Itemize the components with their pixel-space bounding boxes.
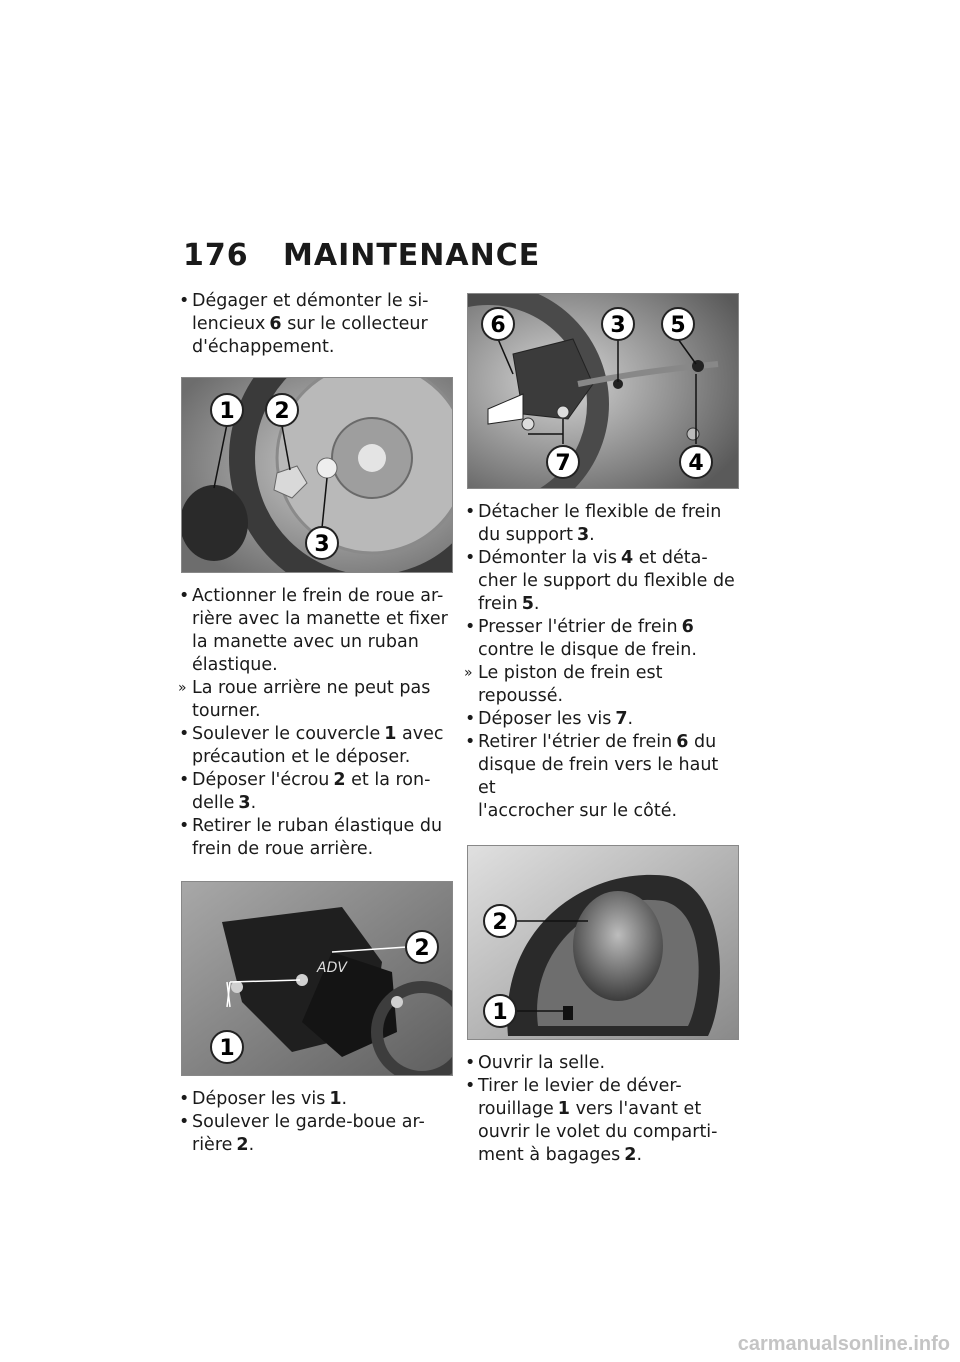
figure-brake-caliper <box>467 293 739 489</box>
step-remove-screws-1: • Déposer les vis 1. <box>181 1088 453 1111</box>
callout-6: 6 <box>490 313 506 338</box>
result-piston-pushed: » Le piston de frein est repoussé. <box>464 663 663 706</box>
callout-3: 3 <box>610 313 626 338</box>
figure-luggage-compartment <box>467 845 739 1040</box>
step-remove-screw-4: • Démonter la vis 4 et déta- cher le support du flexible de frein 5. <box>467 547 739 616</box>
page-number: 176 <box>183 238 249 273</box>
callout-1: 1 <box>219 1036 235 1061</box>
page-header <box>183 238 540 273</box>
callout-7: 7 <box>555 451 571 476</box>
step-open-seat: • Ouvrir la selle. <box>467 1052 739 1075</box>
step-lift-mudguard: • Soulever le garde-boue ar- rière 2. <box>181 1111 453 1157</box>
callout-1: 1 <box>219 399 235 424</box>
figure-wheel-cover <box>181 377 453 573</box>
step-press-caliper: • Presser l'étrier de frein 6 contre le disque de frein. <box>467 616 739 662</box>
callout-1: 1 <box>492 1000 508 1025</box>
result-wheel-locked: » La roue arrière ne peut pas tourner. <box>178 678 431 721</box>
watermark: carmanualsonline.info <box>737 1333 950 1355</box>
logo-text: ADV <box>317 960 347 976</box>
step-remove-silencer: • Dégager et démonter le si- lencieux 6 sur le collecteur d'échappement. <box>181 290 453 359</box>
step-remove-caliper: • Retirer l'étrier de frein 6 du disque de frein vers le haut et l'accrocher sur le côté. <box>467 731 739 823</box>
step-remove-band: • Retirer le ruban élastique du frein de roue arrière. <box>181 815 453 861</box>
figure-rear-mudguard <box>181 881 453 1076</box>
step-detach-hose: • Détacher le flexible de frein du support 3. <box>467 501 739 547</box>
callout-5: 5 <box>670 313 686 338</box>
step-apply-brake: • Actionner le frein de roue ar- rière avec la manette et fixer la manette avec un ruban élastique. <box>181 585 453 677</box>
section-title: MAINTENANCE <box>283 238 541 273</box>
right-column <box>464 290 739 1167</box>
step-remove-screws-7: • Déposer les vis 7. <box>467 708 739 731</box>
callout-2: 2 <box>414 936 430 961</box>
left-column <box>178 290 453 1157</box>
callout-2: 2 <box>274 399 290 424</box>
callout-3: 3 <box>314 532 330 557</box>
callout-4: 4 <box>688 451 704 476</box>
step-pull-release-lever: • Tirer le levier de déver- rouillage 1 vers l'avant et ouvrir le volet du comparti- ment à bagages 2. <box>467 1075 739 1167</box>
callout-2: 2 <box>492 910 508 935</box>
step-lift-cover: • Soulever le couvercle 1 avec précaution et le déposer. <box>181 723 453 769</box>
step-remove-nut: • Déposer l'écrou 2 et la ron- delle 3. <box>181 769 453 815</box>
